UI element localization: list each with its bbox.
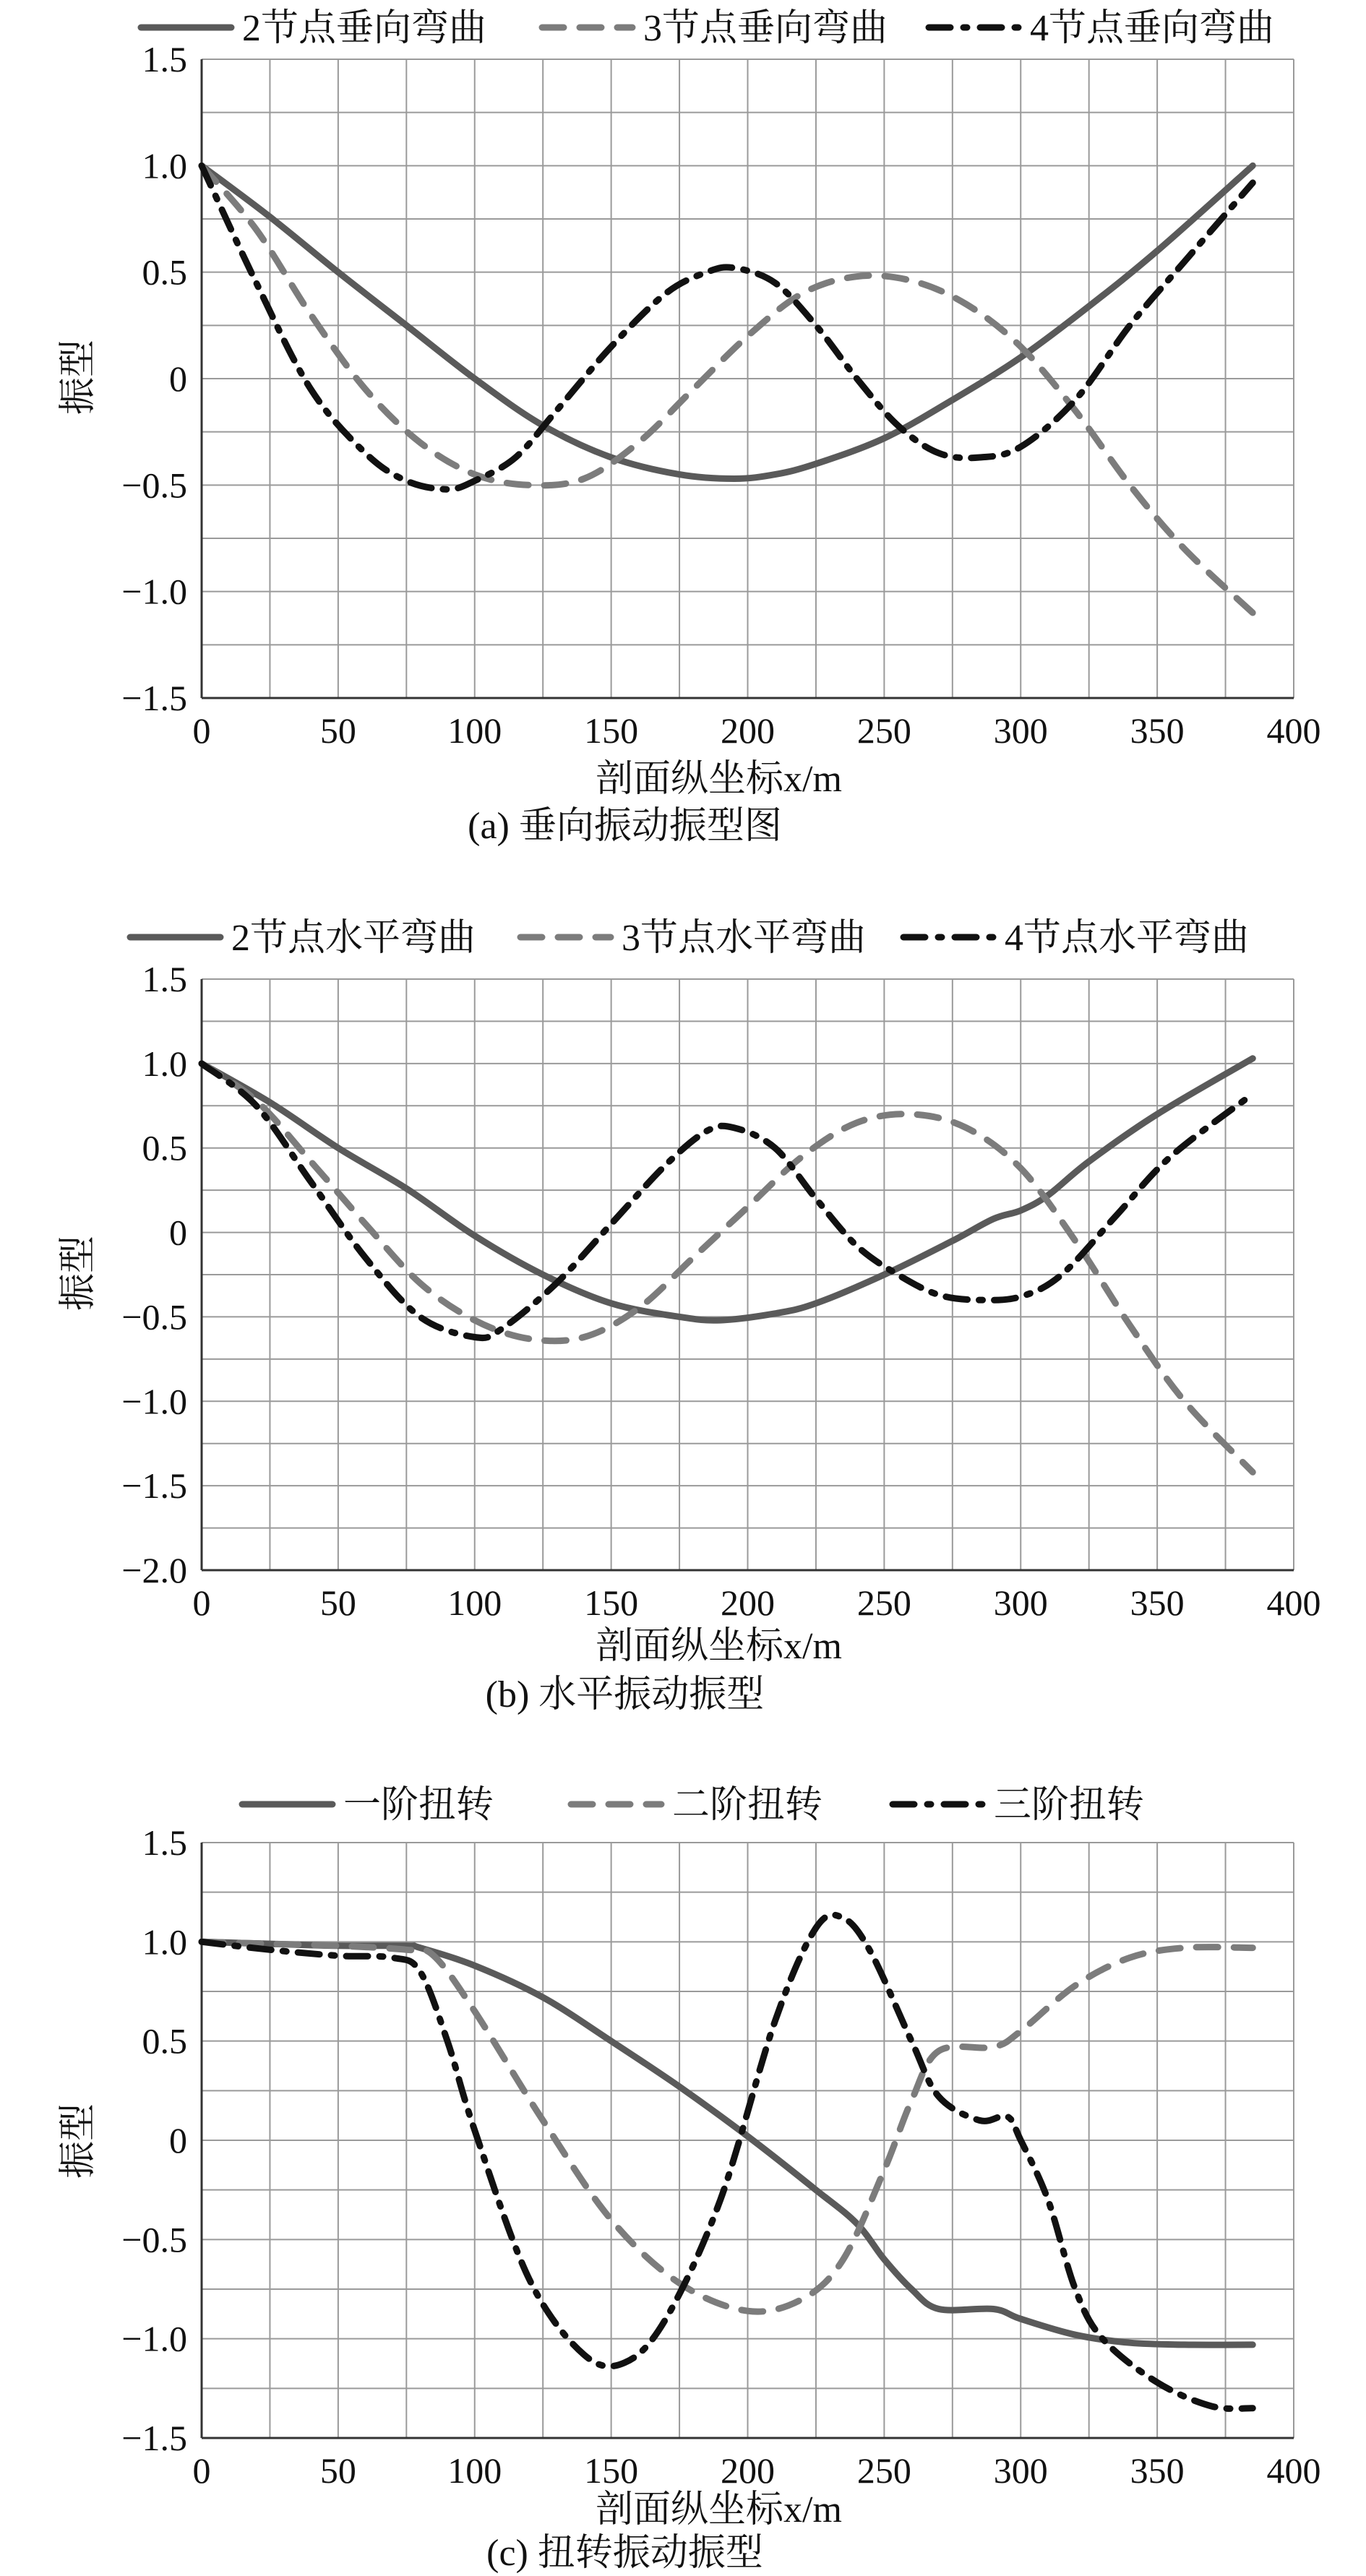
legend [141, 8, 1274, 49]
y-tick-label: 1.5 [142, 959, 187, 999]
y-tick-label: 1.0 [142, 145, 187, 186]
y-axis-label: 振型 [58, 339, 99, 415]
x-tick-label: 0 [192, 710, 211, 751]
x-axis-label: 剖面纵坐标x/m [596, 1626, 842, 1667]
y-tick-label: 1.0 [142, 1921, 187, 1963]
x-tick-label: 150 [584, 2450, 639, 2491]
y-axis-label: 振型 [58, 1235, 99, 1311]
y-tick-label: 0 [169, 358, 187, 399]
x-tick-label: 250 [856, 2450, 911, 2491]
x-tick-label: 100 [447, 710, 502, 751]
y-tick-label: 0 [169, 1212, 187, 1253]
y-tick-label: 0.5 [142, 1127, 187, 1168]
x-tick-label: 100 [447, 1582, 502, 1623]
x-tick-label: 250 [856, 710, 911, 751]
panel-caption: (a) 垂向振动振型图 [468, 806, 782, 847]
legend [130, 918, 1249, 959]
x-tick-label: 200 [721, 1582, 775, 1623]
x-tick-label: 350 [1130, 2450, 1185, 2491]
legend-label-3: 4节点垂向弯曲 [1030, 8, 1275, 49]
panel-caption: (c) 扭转振动振型 [486, 2533, 763, 2574]
y-tick-label: −1.0 [121, 571, 187, 612]
y-tick-label: 0.5 [142, 2020, 187, 2062]
x-tick-label: 150 [584, 710, 639, 751]
legend-label-1: 一阶扭转 [343, 1785, 494, 1826]
legend-label-2: 二阶扭转 [672, 1785, 823, 1826]
x-tick-label: 350 [1130, 710, 1185, 751]
x-tick-label: 150 [584, 1582, 639, 1623]
x-tick-label: 0 [192, 1582, 211, 1623]
x-tick-label: 300 [993, 2450, 1048, 2491]
legend-label-3: 三阶扭转 [994, 1785, 1145, 1826]
legend [242, 1785, 1144, 1826]
y-tick-label: −0.5 [121, 1296, 187, 1337]
panel-caption: (b) 水平振动振型 [485, 1674, 765, 1715]
x-tick-label: 300 [993, 710, 1048, 751]
y-tick-label: −1.5 [121, 2418, 187, 2458]
x-axis-label: 剖面纵坐标x/m [596, 2489, 842, 2530]
legend-label-3: 4节点水平弯曲 [1005, 918, 1250, 959]
y-tick-label: −0.5 [121, 2219, 187, 2260]
y-tick-label: −2.0 [121, 1550, 187, 1590]
x-tick-label: 200 [721, 710, 775, 751]
x-tick-label: 400 [1266, 710, 1321, 751]
legend-label-2: 3节点垂向弯曲 [643, 8, 888, 49]
y-tick-label: −1.0 [121, 1381, 187, 1422]
y-tick-label: 1.0 [142, 1043, 187, 1084]
y-tick-label: 1.5 [142, 1822, 187, 1863]
x-tick-label: 200 [721, 2450, 775, 2491]
legend-label-1: 2节点水平弯曲 [231, 918, 476, 959]
legend-label-2: 3节点水平弯曲 [622, 918, 867, 959]
x-tick-label: 250 [856, 1582, 911, 1623]
y-tick-label: −1.5 [121, 1465, 187, 1507]
x-tick-label: 50 [319, 2450, 356, 2491]
x-tick-label: 50 [319, 710, 356, 751]
y-tick-label: 1.5 [142, 39, 187, 79]
y-tick-label: −1.5 [121, 678, 187, 718]
x-tick-label: 100 [447, 2450, 502, 2491]
x-tick-label: 50 [319, 1582, 356, 1623]
x-tick-label: 400 [1266, 2450, 1321, 2491]
x-tick-label: 0 [192, 2450, 211, 2491]
y-tick-label: 0.5 [142, 251, 187, 293]
y-tick-label: −0.5 [121, 465, 187, 506]
x-axis-label: 剖面纵坐标x/m [596, 759, 842, 800]
x-tick-label: 300 [993, 1582, 1048, 1623]
y-tick-label: 0 [169, 2120, 187, 2161]
y-tick-label: −1.0 [121, 2318, 187, 2359]
x-tick-label: 350 [1130, 1582, 1185, 1623]
x-tick-label: 400 [1266, 1582, 1321, 1623]
y-axis-label: 振型 [58, 2103, 99, 2179]
legend-label-1: 2节点垂向弯曲 [242, 8, 487, 49]
